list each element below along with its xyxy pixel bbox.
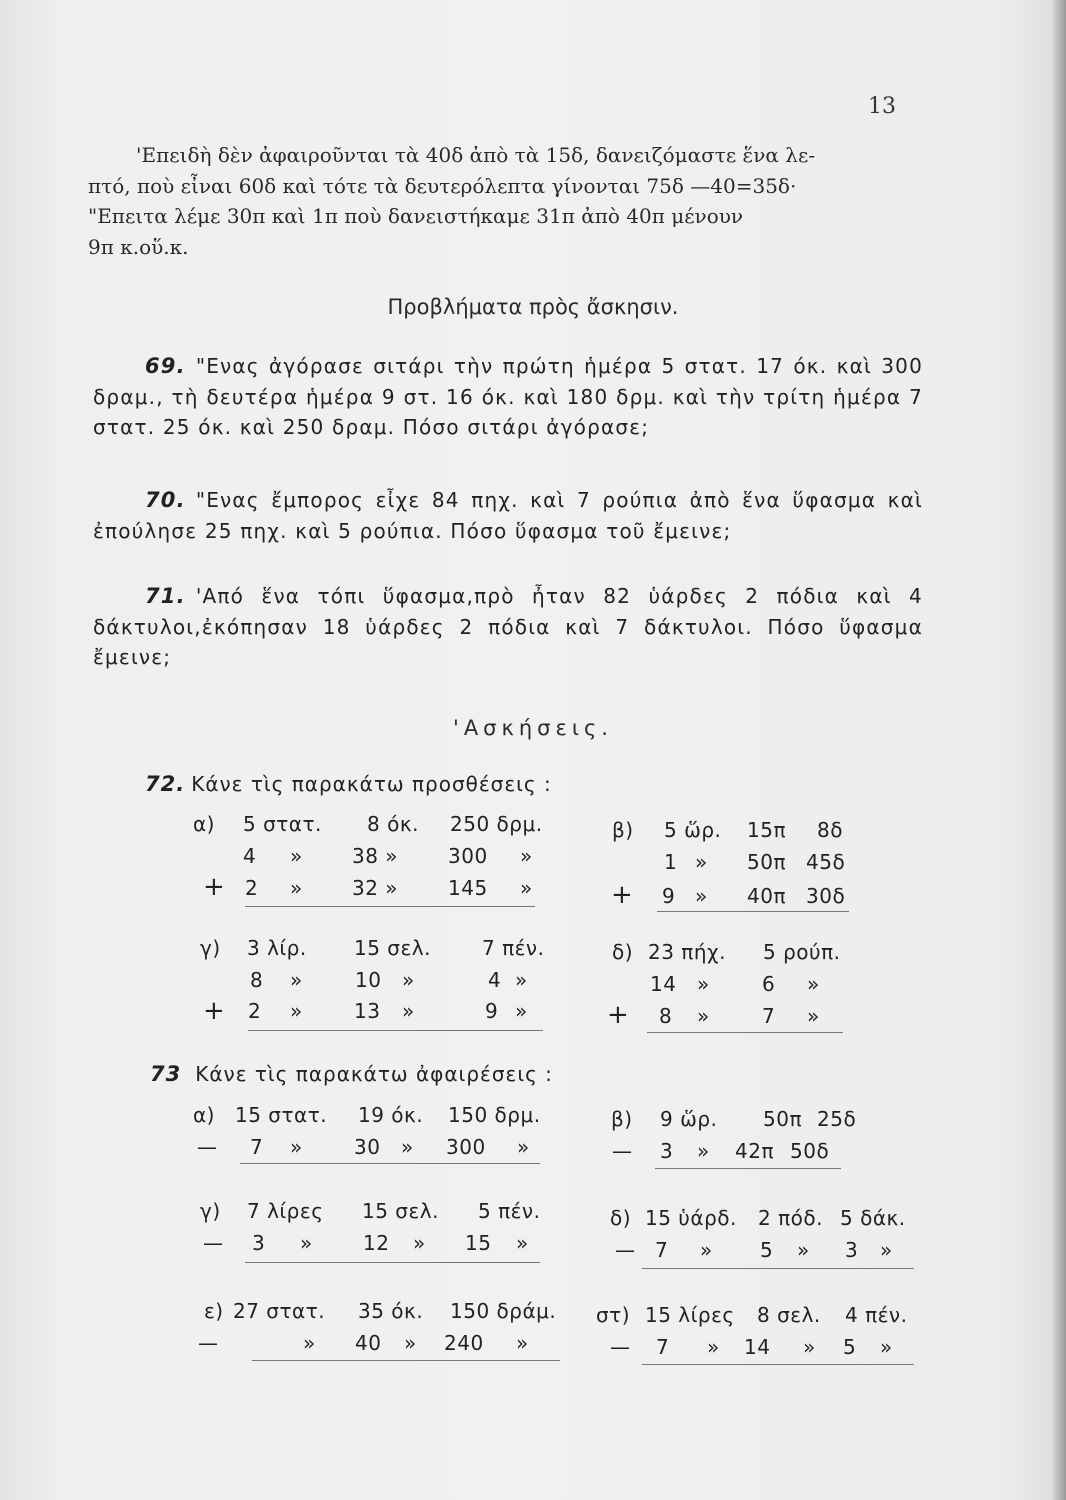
cell: 8 σελ. xyxy=(757,1303,821,1327)
cell: » xyxy=(515,968,528,992)
difference-line xyxy=(655,1168,841,1169)
minus-sign: — xyxy=(610,1335,631,1359)
cell: 250 δρμ. xyxy=(450,812,543,836)
intro-line: "Επειτα λέμε 30π καὶ 1π ποὺ δανειστήκαμε 31π ἀπὸ 40π μένουν xyxy=(88,204,744,228)
cell: 9 xyxy=(485,999,499,1023)
cell: 150 δράμ. xyxy=(450,1299,557,1323)
cell: » xyxy=(807,1004,820,1028)
cell: » xyxy=(516,1231,529,1255)
page-number: 13 xyxy=(868,94,896,119)
cell: 8 xyxy=(659,1004,673,1028)
cell: » xyxy=(404,1331,417,1355)
cell: 3 xyxy=(845,1238,859,1262)
cell: 40 xyxy=(355,1331,382,1355)
label: α) xyxy=(193,812,215,836)
cell: » xyxy=(290,968,303,992)
cell: 7 πέν. xyxy=(482,936,545,960)
cell: » xyxy=(520,844,533,868)
cell: 30 xyxy=(354,1135,381,1159)
cell: 50δ xyxy=(790,1139,830,1163)
difference-line xyxy=(642,1268,914,1269)
exercise-number: 72. xyxy=(145,772,186,796)
plus-sign: + xyxy=(611,880,634,910)
sum-line xyxy=(657,911,849,912)
cell: 9 xyxy=(662,884,676,908)
cell: 150 δρμ. xyxy=(448,1103,541,1127)
cell: 25δ xyxy=(817,1107,857,1131)
plus-sign: + xyxy=(203,996,226,1026)
cell: 14 xyxy=(744,1335,771,1359)
label: γ) xyxy=(200,1199,221,1223)
intro-paragraph xyxy=(88,140,933,262)
cell: 32 » xyxy=(352,876,399,900)
cell: 5 ὥρ. xyxy=(664,818,722,842)
label: ε) xyxy=(204,1299,224,1323)
cell: 2 xyxy=(248,999,262,1023)
problem-text: "Ενας ἀγόρασε σιτάρι τὴν πρώτη ἡμέρα 5 στατ. 17 όκ. καὶ 300 δραμ., τὴ δευτέρα ἡμέρα 9 στ. 16 όκ. καὶ 180 δρμ. καὶ τὴν τρίτη ἡμέρα 7 στατ. 25 όκ. καὶ 250 δραμ. Πόσο σιτάρι ἀγόρασε; xyxy=(93,354,923,439)
cell: 300 xyxy=(446,1135,486,1159)
cell: 4 πέν. xyxy=(845,1303,908,1327)
problem-text: 'Από ἕνα τόπι ὕφασμα,πρὸ ἦταν 82 ὑάρδες 2 πόδια καὶ 4 δάκτυλοι,ἐκόπησαν 18 ὑάρδες 2 πόδια καὶ 7 δάκτυλοι. Πόσο ὕφασμα ἔμεινε; xyxy=(93,584,923,669)
intro-line: πτό, ποὺ εἶναι 60δ καὶ τότε τὰ δευτερόλεπτα γίνονται 75δ —40=35δ· xyxy=(88,173,797,198)
difference-line xyxy=(642,1364,914,1365)
cell: » xyxy=(695,850,708,874)
cell: 50π xyxy=(747,850,786,874)
cell: 15 στατ. xyxy=(235,1103,328,1127)
cell: 7 xyxy=(656,1335,670,1359)
plus-sign: + xyxy=(607,1000,630,1030)
problem-70 xyxy=(93,485,923,546)
exercise-title: Κάνε τὶς παρακάτω προσθέσεις : xyxy=(191,772,552,796)
cell: 23 πήχ. xyxy=(648,940,726,964)
cell: 2 πόδ. xyxy=(758,1206,823,1230)
label: α) xyxy=(193,1103,215,1127)
problem-text: "Ενας ἔμπορος εἶχε 84 πηχ. καὶ 7 ρούπια ἀπὸ ἕνα ὕφασμα καὶ ἐπούλησε 25 πηχ. καὶ 5 ρούπια. Πόσο ὕφασμα τοῦ ἔμεινε; xyxy=(93,488,923,543)
cell: 30δ xyxy=(806,884,846,908)
cell: 15 λίρες xyxy=(645,1303,735,1327)
cell: 38 » xyxy=(352,844,399,868)
label: γ) xyxy=(200,936,221,960)
minus-sign: — xyxy=(198,1331,219,1355)
plus-sign: + xyxy=(203,872,226,902)
sum-line xyxy=(245,906,535,907)
cell: » xyxy=(517,1135,530,1159)
cell: » xyxy=(290,999,303,1023)
problem-69 xyxy=(93,351,923,443)
cell: 5 xyxy=(843,1335,857,1359)
minus-sign: — xyxy=(612,1139,633,1163)
cell: 3 λίρ. xyxy=(247,936,307,960)
section-heading-exercises: 'Ασκήσεις. xyxy=(453,716,613,740)
cell: 8 xyxy=(250,968,264,992)
page-edge xyxy=(1052,0,1066,1500)
section-heading-problems: Προβλήματα πρὸς ἄσκησιν. xyxy=(387,295,679,319)
intro-line: 'Επειδὴ δὲν ἀφαιροῦνται τὰ 40δ ἀπὸ τὰ 15δ, δανειζόμαστε ἕνα λε- xyxy=(136,143,816,167)
intro-line: 9π κ.οὕ.κ. xyxy=(88,234,189,259)
cell: 13 xyxy=(354,999,381,1023)
sum-line xyxy=(647,1032,843,1033)
cell: 6 xyxy=(762,972,776,996)
cell: 15 ὑάρδ. xyxy=(645,1206,737,1230)
cell: 5 xyxy=(760,1238,774,1262)
cell: 5 δάκ. xyxy=(840,1206,906,1230)
cell: » xyxy=(401,1135,414,1159)
cell: 40π xyxy=(747,884,786,908)
cell: » xyxy=(697,1004,710,1028)
cell: » xyxy=(880,1238,893,1262)
cell: » xyxy=(880,1335,893,1359)
cell: 12 xyxy=(363,1231,390,1255)
cell: 7 xyxy=(762,1004,776,1028)
cell: » xyxy=(697,972,710,996)
problem-71 xyxy=(93,581,923,673)
cell: 15 σελ. xyxy=(362,1199,439,1223)
label: δ) xyxy=(610,1206,632,1230)
cell: 5 στατ. xyxy=(243,812,322,836)
cell: 15π xyxy=(747,818,786,842)
difference-line xyxy=(245,1262,540,1263)
cell: » xyxy=(516,1331,529,1355)
cell: 7 xyxy=(250,1135,264,1159)
exercise-title: Κάνε τὶς παρακάτω ἀφαιρέσεις : xyxy=(195,1062,553,1086)
label: δ) xyxy=(612,940,634,964)
difference-line xyxy=(252,1360,560,1361)
sum-line xyxy=(248,1030,543,1031)
cell: » xyxy=(290,844,303,868)
cell: 3 xyxy=(252,1231,266,1255)
cell: 2 xyxy=(245,876,259,900)
cell: 7 λίρες xyxy=(247,1199,324,1223)
cell: 50π xyxy=(763,1107,802,1131)
label: β) xyxy=(611,1107,633,1131)
cell: 145 xyxy=(448,876,488,900)
cell: 7 xyxy=(655,1238,669,1262)
difference-line xyxy=(240,1163,540,1164)
minus-sign: — xyxy=(615,1238,636,1262)
cell: » xyxy=(697,1139,710,1163)
cell: 3 xyxy=(660,1139,674,1163)
cell: 19 όκ. xyxy=(358,1103,424,1127)
cell: 5 πέν. xyxy=(478,1199,541,1223)
cell: » xyxy=(300,1231,313,1255)
cell: 240 xyxy=(444,1331,484,1355)
cell: » xyxy=(290,1135,303,1159)
cell: 4 xyxy=(488,968,502,992)
cell: » xyxy=(807,972,820,996)
exercise-number: 73 xyxy=(150,1062,182,1086)
problem-number: 69. xyxy=(145,354,186,378)
label: β) xyxy=(612,818,634,842)
cell: 14 xyxy=(650,972,677,996)
minus-sign: — xyxy=(197,1135,218,1159)
cell: » xyxy=(303,1331,316,1355)
cell: 15 σελ. xyxy=(354,936,431,960)
cell: 42π xyxy=(735,1139,774,1163)
cell: 8δ xyxy=(817,818,843,842)
cell: 27 στατ. xyxy=(233,1299,326,1323)
cell: 1 xyxy=(664,850,678,874)
cell: » xyxy=(515,999,528,1023)
label: στ) xyxy=(596,1303,631,1327)
cell: 15 xyxy=(465,1231,492,1255)
cell: » xyxy=(402,968,415,992)
problem-number: 70. xyxy=(145,488,186,512)
cell: 10 xyxy=(355,968,382,992)
problem-number: 71. xyxy=(145,584,186,608)
cell: 35 όκ. xyxy=(358,1299,424,1323)
cell: 9 ὥρ. xyxy=(660,1107,718,1131)
cell: 8 όκ. xyxy=(367,812,419,836)
cell: » xyxy=(290,876,303,900)
exercise-73-heading xyxy=(150,1062,553,1086)
cell: » xyxy=(803,1335,816,1359)
cell: » xyxy=(413,1231,426,1255)
cell: » xyxy=(797,1238,810,1262)
exercise-72-heading xyxy=(145,772,552,796)
cell: » xyxy=(700,1238,713,1262)
cell: » xyxy=(695,884,708,908)
cell: » xyxy=(707,1335,720,1359)
cell: » xyxy=(520,876,533,900)
cell: 5 ρούπ. xyxy=(763,940,841,964)
cell: 45δ xyxy=(806,850,846,874)
minus-sign: — xyxy=(203,1231,224,1255)
cell: 4 xyxy=(243,844,257,868)
cell: » xyxy=(402,999,415,1023)
cell: 300 xyxy=(448,844,488,868)
